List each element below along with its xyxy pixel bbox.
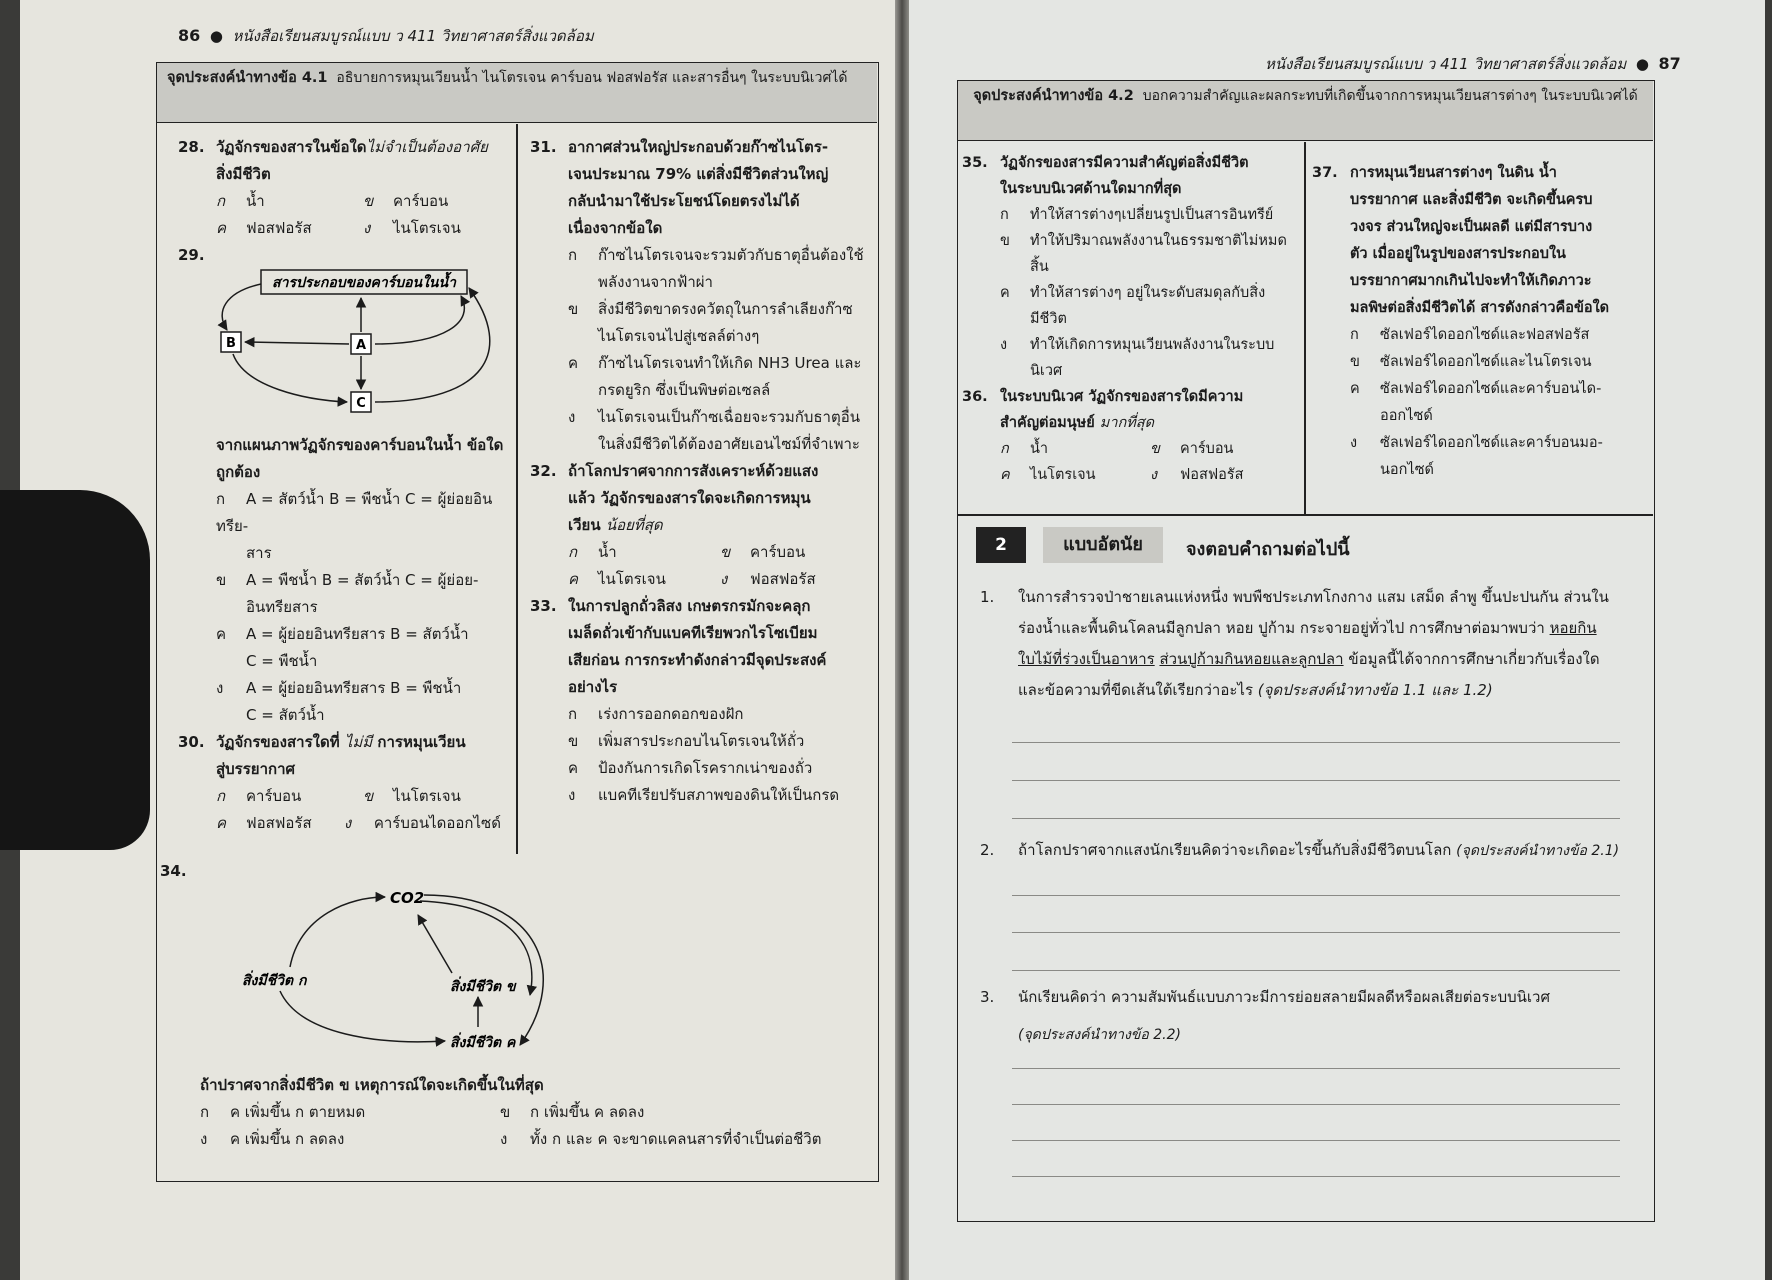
q28-opt-d-key: ง — [363, 219, 371, 237]
q31-opt-b-text-2: ไนโตรเจนไปสู่เซลล์ต่างๆ — [598, 327, 760, 345]
q31-opt-c-text-2: กรดยูริก ซึ่งเป็นพิษต่อเซลล์ — [598, 381, 771, 399]
q29-arrow-c-to-title — [375, 288, 490, 402]
q37-opt-a-text: ซัลเฟอร์ไดออกไซด์และฟอสฟอรัส — [1380, 327, 1590, 343]
right-column-1 — [962, 150, 1300, 488]
q36-opt-d: ฟอสฟอรัส — [1180, 467, 1244, 483]
q34-number: 34. — [160, 862, 187, 880]
written-q3-number: 3. — [980, 988, 995, 1006]
q32-options-row-1 — [530, 539, 872, 566]
left-column-divider — [516, 124, 518, 854]
q37-opt-b-key: ข — [1350, 354, 1360, 370]
section-2-instruction: จงตอบคำถามต่อไปนี้ — [1186, 539, 1350, 560]
q35-opt-d-key: ง — [1000, 337, 1008, 353]
right-objective-bar — [958, 81, 1653, 141]
q28-opt-a: น้ำ — [246, 192, 265, 210]
q34-opt-a: ค เพิ่มขึ้น ก ตายหมด — [230, 1103, 366, 1121]
q33-opt-c-key: ค — [568, 759, 579, 777]
q31-opt-a — [530, 242, 872, 296]
q34-arrow-a-to-co2 — [290, 897, 385, 967]
q34-question — [200, 1072, 880, 1153]
right-running-header: หนังสือเรียนสมบูรณ์แบบ ว 411 วิทยาศาสตร์สิ่งแวดล้อม ● 87 — [1265, 54, 1681, 73]
written-q1 — [980, 582, 1640, 706]
q37 — [1312, 160, 1652, 322]
q31-opt-a-text: ก๊าซไนโตรเจนจะรวมตัวกับธาตุอื่นต้องใช้ — [598, 246, 864, 264]
q32-opt-d: ฟอสฟอรัส — [750, 570, 816, 588]
q30 — [178, 729, 510, 783]
q34-organism-a: สิ่งมีชีวิต ก — [242, 973, 307, 989]
q33-opt-a-key: ก — [568, 705, 578, 723]
q35 — [962, 150, 1300, 202]
q30-number: 30. — [178, 733, 205, 751]
q37-opt-c-text-2: ออกไซด์ — [1380, 408, 1433, 424]
q33-opt-a — [530, 701, 872, 728]
answer-line-q3-4[interactable] — [1012, 1176, 1620, 1177]
q33-number: 33. — [530, 597, 557, 615]
right-column-2 — [1312, 160, 1652, 484]
q34-opt-a-key: ก — [200, 1103, 210, 1121]
written-q1-number: 1. — [980, 588, 995, 606]
q29-carbon-cycle-diagram — [215, 262, 515, 422]
q30-opt-b-key: ข — [363, 787, 374, 805]
right-running-title: หนังสือเรียนสมบูรณ์แบบ ว 411 วิทยาศาสตร์สิ่งแวดล้อม — [1265, 55, 1627, 73]
q31-opt-b — [530, 296, 872, 350]
q37-opt-d-key: ง — [1350, 435, 1358, 451]
q30-stem-2: สู่บรรยากาศ — [216, 760, 296, 778]
written-q3 — [980, 982, 1640, 1051]
q28-number: 28. — [178, 138, 205, 156]
q33-stem-3: เสียก่อน การกระทำดังกล่าวมีจุดประสงค์ — [568, 651, 827, 669]
left-column-2 — [530, 134, 872, 809]
answer-line-q1-3[interactable] — [1012, 818, 1620, 819]
q29-opt-a-text-2: สาร — [246, 544, 272, 562]
q29-opt-d — [178, 675, 510, 729]
q28-opt-d: ไนโตรเจน — [393, 219, 461, 237]
written-q2-text: ถ้าโลกปราศจากแสงนักเรียนคิดว่าจะเกิดอะไรขึ้นกับสิ่งมีชีวิตบนโลก — [1018, 841, 1452, 859]
q34-organism-b: สิ่งมีชีวิต ข — [450, 979, 516, 995]
q36 — [962, 384, 1300, 436]
left-objective-bar — [157, 63, 877, 123]
q35-opt-a — [962, 202, 1300, 228]
written-q2 — [980, 835, 1640, 867]
left-column-1b — [178, 432, 510, 837]
written-q1-line-1: ในการสำรวจป่าชายเลนแห่งหนึ่ง พบพืชประเภทโกงกาง แสม เสม็ด ลำพู ขึ้นปะปนกัน ส่วนใน — [1018, 588, 1609, 606]
q34-opt-b-key: ข — [500, 1103, 511, 1121]
q29-node-c: C — [356, 396, 366, 411]
q35-opt-d — [962, 332, 1300, 384]
q36-opt-d-key: ง — [1150, 467, 1158, 483]
right-page-number: 87 — [1658, 54, 1681, 73]
q29-opt-b-key: ข — [216, 571, 227, 589]
q31-opt-a-text-2: พลังงานจากฟ้าผ่า — [598, 273, 713, 291]
q37-stem-2: บรรยากาศ และสิ่งมีชีวิต จะเกิดขึ้นครบ — [1350, 192, 1593, 208]
q30-stem: วัฏจักรของสารใดที่ — [216, 733, 340, 751]
left-column-1 — [178, 134, 510, 269]
q31-opt-d — [530, 404, 872, 458]
q37-opt-d-text: ซัลเฟอร์ไดออกไซด์และคาร์บอนมอ- — [1380, 435, 1603, 451]
q32-options-row-2 — [530, 566, 872, 593]
q29-node-a: A — [355, 338, 367, 353]
q36-opt-b-key: ข — [1150, 441, 1160, 457]
q32-opt-a-key: ก — [568, 543, 578, 561]
q33-opt-c — [530, 755, 872, 782]
q29-opt-c-text-2: C = พืชน้ำ — [246, 652, 318, 670]
q36-number: 36. — [962, 389, 988, 405]
q31-opt-c — [530, 350, 872, 404]
q32-hint: น้อยที่สุด — [605, 516, 663, 534]
q31 — [530, 134, 872, 242]
q36-opt-c-key: ค — [1000, 467, 1010, 483]
q35-opt-b — [962, 228, 1300, 280]
q37-opt-d-text-2: นอกไซด์ — [1380, 462, 1434, 478]
written-q1-underline-3: ส่วนปูก้ามกินหอยและลูกปลา — [1159, 650, 1344, 668]
q31-opt-c-text: ก๊าซไนโตรเจนทำให้เกิด NH3 Urea และ — [598, 354, 862, 372]
q29-node-b: B — [226, 336, 236, 351]
q34-opt-d-key: ง — [500, 1130, 508, 1148]
q37-opt-a-key: ก — [1350, 327, 1359, 343]
q33 — [530, 593, 872, 701]
q28-opt-c-key: ค — [216, 219, 227, 237]
q35-opt-a-key: ก — [1000, 207, 1009, 223]
q28-hint: ไม่จำเป็นต้องอาศัย — [366, 138, 488, 156]
q36-opt-a: น้ำ — [1030, 441, 1049, 457]
written-q1-underline-1: หอยกิน — [1549, 619, 1597, 637]
q37-opt-b — [1312, 349, 1652, 376]
left-objective-label: จุดประสงค์นำทางข้อ 4.1 — [167, 70, 328, 86]
q35-opt-b-text-2: สิ้น — [1030, 259, 1049, 275]
q34-arrow-co2-to-c — [424, 895, 543, 1045]
q29-opt-b — [178, 567, 510, 621]
q29-arrow-title-to-b — [222, 284, 261, 330]
answer-line-q3-1[interactable] — [1012, 1068, 1620, 1069]
q30-opt-c-key: ค — [216, 814, 227, 832]
q28-stem: วัฏจักรของสารในข้อใด — [216, 138, 367, 156]
q30-hint: ไม่มี — [344, 733, 373, 751]
q37-stem-6: มลพิษต่อสิ่งมีชีวิตได้ สารดังกล่าวคือข้อใด — [1350, 300, 1610, 316]
q37-opt-c-text: ซัลเฟอร์ไดออกไซด์และคาร์บอนได- — [1380, 381, 1602, 397]
q28 — [178, 134, 510, 188]
q29-opt-c — [178, 621, 510, 675]
q29-opt-d-text-2: C = สัตว์น้ำ — [246, 706, 325, 724]
q35-opt-d-text: ทำให้เกิดการหมุนเวียนพลังงานในระบบ — [1030, 337, 1275, 353]
written-q1-reference: (จุดประสงค์นำทางข้อ 1.1 และ 1.2) — [1257, 681, 1493, 699]
book-gutter — [895, 0, 909, 1280]
q32-opt-b: คาร์บอน — [750, 543, 806, 561]
q32-opt-c-key: ค — [568, 570, 579, 588]
q32 — [530, 458, 872, 539]
q33-opt-d-text: แบคทีเรียปรับสภาพของดินให้เป็นกรด — [598, 786, 840, 804]
q37-opt-c — [1312, 376, 1652, 430]
q34-opt-c: ค เพิ่มขึ้น ก ลดลง — [230, 1130, 345, 1148]
q35-opt-b-key: ข — [1000, 233, 1010, 249]
answer-line-q2-1[interactable] — [1012, 895, 1620, 896]
q36-opt-a-key: ก — [1000, 441, 1009, 457]
q29-number: 29. — [178, 246, 205, 264]
q35-opt-c-key: ค — [1000, 285, 1010, 301]
q34-cycle-diagram — [240, 885, 580, 1065]
q31-stem-4: เนื่องจากข้อใด — [568, 219, 663, 237]
q36-hint: มากที่สุด — [1099, 415, 1155, 431]
q28-opt-b-key: ข — [363, 192, 374, 210]
q28-options-row-1 — [178, 188, 510, 215]
q29-arrow-a-to-title-side — [375, 296, 464, 344]
q31-opt-c-key: ค — [568, 354, 579, 372]
q32-stem-3: เวียน — [568, 516, 601, 534]
q30-opt-c: ฟอสฟอรัส — [246, 814, 312, 832]
q30-options-row-1 — [178, 783, 510, 810]
q33-opt-b-key: ข — [568, 732, 579, 750]
q29-opt-d-text: A = ผู้ย่อยอินทรียสาร B = พืชน้ำ — [246, 679, 462, 697]
q36-stem-2: สำคัญต่อมนุษย์ — [1000, 415, 1095, 431]
q30-opt-d: คาร์บอนไดออกไซด์ — [373, 814, 501, 832]
written-q1-underline-2: ใบไม้ที่ร่วงเป็นอาหาร — [1018, 650, 1155, 668]
q34-opt-d: ทั้ง ก และ ค จะขาดแคลนสารที่จำเป็นต่อชีวิต — [530, 1130, 822, 1148]
q29-arrow-b-to-c — [233, 354, 347, 402]
q30-opt-a-key: ก — [216, 787, 226, 805]
q32-opt-b-key: ข — [720, 543, 731, 561]
q32-stem-2: แล้ว วัฏจักรของสารใดจะเกิดการหมุน — [568, 489, 811, 507]
q34-arrow-a-to-c — [280, 991, 445, 1042]
q28-opt-b: คาร์บอน — [393, 192, 449, 210]
q34-arrow-b-to-co2 — [418, 915, 452, 973]
q29-opt-b-text: A = พืชน้ำ B = สัตว์น้ำ C = ผู้ย่อย- — [246, 571, 479, 589]
q35-opt-c-text: ทำให้สารต่างๆ อยู่ในระดับสมดุลกับสิ่ง — [1030, 285, 1266, 301]
q37-stem-3: วงจร ส่วนใหญ่จะเป็นผลดี แต่มีสารบาง — [1350, 219, 1593, 235]
q30-options-row-2 — [178, 810, 510, 837]
written-q3-reference: (จุดประสงค์นำทางข้อ 2.2) — [1018, 1027, 1181, 1043]
q29-opt-a-text: A = สัตว์น้ำ B = พืชน้ำ C = ผู้ย่อยอินทรีย- — [216, 490, 493, 535]
left-running-title: หนังสือเรียนสมบูรณ์แบบ ว 411 วิทยาศาสตร์สิ่งแวดล้อม — [232, 27, 594, 45]
section-2-number: 2 — [976, 527, 1026, 563]
answer-line-q3-2[interactable] — [1012, 1104, 1620, 1105]
q33-opt-b-text: เพิ่มสารประกอบไนโตรเจนให้ถั่ว — [598, 732, 805, 750]
q35-opt-a-text: ทำให้สารต่างๆเปลี่ยนรูปเป็นสารอินทรีย์ — [1030, 207, 1274, 223]
q33-opt-b — [530, 728, 872, 755]
written-q1-line-3: ข้อมูลนี้ได้จากการศึกษาเกี่ยวกับเรื่องใด — [1348, 650, 1600, 668]
written-q2-number: 2. — [980, 841, 995, 859]
q29-opt-b-text-2: อินทรียสาร — [246, 598, 318, 616]
written-q1-line-2: ร่องน้ำและพื้นดินโคลนมีลูกปลา หอย ปูก้าม กระจายอยู่ทั่วไป การศึกษาต่อมาพบว่า — [1018, 619, 1545, 637]
q32-number: 32. — [530, 462, 557, 480]
answer-line-q1-1[interactable] — [1012, 742, 1620, 743]
q37-stem-4: ตัว เมื่ออยู่ในรูปของสารประกอบใน — [1350, 246, 1566, 262]
answer-line-q3-3[interactable] — [1012, 1140, 1620, 1141]
q32-stem-1: ถ้าโลกปราศจากการสังเคราะห์ด้วยแสง — [568, 462, 819, 480]
q37-stem-1: การหมุนเวียนสารต่างๆ ในดิน น้ำ — [1350, 165, 1557, 181]
q37-opt-c-key: ค — [1350, 381, 1360, 397]
q36-options-row-1 — [962, 436, 1300, 462]
q31-stem-1: อากาศส่วนใหญ่ประกอบด้วยก๊าซไนโตร- — [568, 138, 829, 156]
q31-stem-3: กลับนำมาใช้ประโยชน์โดยตรงไม่ได้ — [568, 192, 800, 210]
q37-number: 37. — [1312, 165, 1338, 181]
q35-stem-2: ในระบบนิเวศด้านใดมากที่สุด — [1000, 181, 1182, 197]
q29-opt-c-key: ค — [216, 625, 227, 643]
q34-number-row — [160, 858, 187, 885]
q32-opt-d-key: ง — [720, 570, 728, 588]
q30-stem-b: การหมุนเวียน — [377, 733, 466, 751]
q31-opt-a-key: ก — [568, 246, 578, 264]
q29-opt-a-key: ก — [216, 490, 226, 508]
answer-line-q2-3[interactable] — [1012, 970, 1620, 971]
q28-options-row-2 — [178, 215, 510, 242]
q31-stem-2: เจนประมาณ 79% แต่สิ่งมีชีวิตส่วนใหญ่ — [568, 165, 829, 183]
q34-opt-b: ก เพิ่มขึ้น ค ลดลง — [530, 1103, 645, 1121]
q29-opt-c-text: A = ผู้ย่อยอินทรียสาร B = สัตว์น้ำ — [246, 625, 469, 643]
q35-stem-1: วัฏจักรของสารมีความสำคัญต่อสิ่งมีชีวิต — [1000, 155, 1249, 171]
q37-stem-5: บรรยากาศมากเกินไปจะทำให้เกิดภาวะ — [1350, 273, 1592, 289]
q34-options-row-2 — [200, 1126, 880, 1153]
q30-opt-b: ไนโตรเจน — [393, 787, 461, 805]
q35-opt-d-text-2: นิเวศ — [1030, 363, 1063, 379]
thumb-shadow — [0, 490, 150, 850]
q36-stem: ในระบบนิเวศ วัฏจักรของสารใดมีความ — [1000, 389, 1244, 405]
q31-opt-d-key: ง — [568, 408, 576, 426]
left-page-number: 86 — [178, 26, 201, 45]
left-objective-text: อธิบายการหมุนเวียนน้ำ ไนโตรเจน คาร์บอน ฟอสฟอรัส และสารอื่นๆ ในระบบนิเวศได้ — [336, 70, 848, 86]
q35-number: 35. — [962, 155, 988, 171]
right-section-divider — [958, 514, 1653, 516]
q30-opt-d-key: ง — [343, 814, 352, 832]
q29-arrow-a-to-b — [245, 342, 349, 344]
q33-opt-d-key: ง — [568, 786, 576, 804]
q32-opt-a: น้ำ — [598, 543, 617, 561]
q31-opt-b-text: สิ่งมีชีวิตขาดรงควัตถุในการลำเลียงก๊าซ — [598, 300, 853, 318]
q28-stem-2: สิ่งมีชีวิต — [216, 165, 271, 183]
right-column-divider — [1304, 142, 1306, 514]
q34-opt-c-key: ง — [200, 1130, 208, 1148]
q33-opt-a-text: เร่งการออกดอกของฝัก — [598, 705, 744, 723]
q28-opt-c: ฟอสฟอรัส — [246, 219, 312, 237]
q37-opt-d — [1312, 430, 1652, 484]
q35-opt-b-text: ทำให้ปริมาณพลังงานในธรรมชาติไม่หมด — [1030, 233, 1287, 249]
left-running-header: 86 ● หนังสือเรียนสมบูรณ์แบบ ว 411 วิทยาศาสตร์สิ่งแวดล้อม — [178, 26, 594, 45]
q31-opt-d-text: ไนโตรเจนเป็นก๊าซเฉื่อยจะรวมกับธาตุอื่น — [598, 408, 860, 426]
q34-options-row-1 — [200, 1099, 880, 1126]
q37-opt-a — [1312, 322, 1652, 349]
q28-opt-a-key: ก — [216, 192, 226, 210]
q31-number: 31. — [530, 138, 557, 156]
q31-opt-b-key: ข — [568, 300, 579, 318]
q36-opt-c: ไนโตรเจน — [1030, 467, 1096, 483]
written-q3-text: นักเรียนคิดว่า ความสัมพันธ์แบบภาวะมีการย่อยสลายมีผลดีหรือผลเสียต่อระบบนิเวศ — [1018, 988, 1551, 1006]
q36-opt-b: คาร์บอน — [1180, 441, 1234, 457]
q33-stem-1: ในการปลูกถั่วลิสง เกษตรกรมักจะคลุก — [568, 597, 811, 615]
q36-options-row-2 — [962, 462, 1300, 488]
q29-opt-a — [178, 486, 510, 567]
q30-opt-a: คาร์บอน — [246, 787, 302, 805]
q34-stem: ถ้าปราศจากสิ่งมีชีวิต ข เหตุการณ์ใดจะเกิดขึ้นในที่สุด — [200, 1076, 544, 1094]
q33-stem-2: เมล็ดถั่วเข้ากับแบคทีเรียพวกไรโซเบียม — [568, 624, 818, 642]
q33-stem-4: อย่างไร — [568, 678, 618, 696]
written-q2-reference: (จุดประสงค์นำทางข้อ 2.1) — [1456, 843, 1620, 859]
written-q1-line-4: และข้อความที่ขีดเส้นใต้เรียกว่าอะไร — [1018, 681, 1253, 699]
q33-opt-d — [530, 782, 872, 809]
right-objective-text: บอกความสำคัญและผลกระทบที่เกิดขึ้นจากการหมุนเวียนสารต่างๆ ในระบบนิเวศได้ — [1142, 88, 1638, 104]
section-2-title: แบบอัตนัย — [1043, 527, 1163, 563]
q32-opt-c: ไนโตรเจน — [598, 570, 666, 588]
answer-line-q1-2[interactable] — [1012, 780, 1620, 781]
q29-opt-d-key: ง — [216, 679, 224, 697]
q29-diagram-title: สารประกอบของคาร์บอนในน้ำ — [272, 275, 456, 291]
q34-organism-c: สิ่งมีชีวิต ค — [450, 1035, 516, 1051]
q29-stem: จากแผนภาพวัฏจักรของคาร์บอนในน้ำ ข้อใดถูกต้อง — [216, 436, 504, 481]
answer-line-q2-2[interactable] — [1012, 932, 1620, 933]
q35-opt-c — [962, 280, 1300, 332]
q34-co2-label: CO2 — [390, 889, 425, 907]
right-objective-label: จุดประสงค์นำทางข้อ 4.2 — [973, 88, 1134, 104]
q37-opt-b-text: ซัลเฟอร์ไดออกไซด์และไนโตรเจน — [1380, 354, 1592, 370]
q35-opt-c-text-2: มีชีวิต — [1030, 311, 1067, 327]
q33-opt-c-text: ป้องกันการเกิดโรครากเน่าของถั่ว — [598, 759, 813, 777]
q31-opt-d-text-2: ในสิ่งมีชีวิตได้ต้องอาศัยเอนไซม์ที่จำเพาะ — [598, 435, 860, 453]
